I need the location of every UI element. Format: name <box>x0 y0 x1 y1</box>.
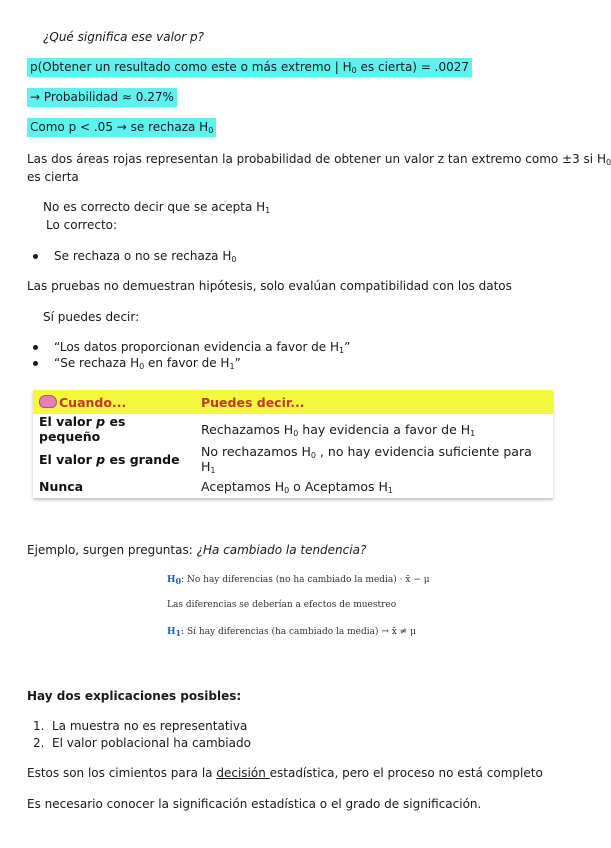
bullet-reject-in-favor: “Se rechaza $H_0$ en favor de $H_1$” <box>33 356 241 370</box>
table-cell-when: Nunca <box>39 478 84 494</box>
example-sentence: Ejemplo, surgen preguntas: ¿Ha cambiado la tendencia? <box>27 543 367 557</box>
table-cell-when: El valor p es pequeño <box>39 414 126 444</box>
bullet-reject: Se rechaza o no se rechaza $H_0$ <box>33 249 236 263</box>
intro-question: ¿Qué significa ese valor p? <box>43 30 204 44</box>
formula-middle: Las diferencias se deberían a efectos de muestreo <box>167 599 397 611</box>
table-row <box>33 444 553 474</box>
tests-sentence: Las pruebas no demuestran hipótesis, solo evalúan compatibilidad con los datos <box>27 279 512 293</box>
correct-label: Lo correcto: <box>46 218 118 232</box>
bullet-icon <box>33 254 38 259</box>
table-row <box>33 474 553 498</box>
highlight-probability-statement: p(Obtener un resultado como este o más extremo | $H_0$ es cierta) = .0027 <box>27 60 472 74</box>
final-sentence: Es necesario conocer la significación estadística o el grado de significación. <box>27 797 482 811</box>
formula-h0: $H_0$: No hay diferencias (no ha cambiado la media) · x̄ − μ <box>167 574 430 587</box>
list-item: 2. El valor poblacional ha cambiado <box>33 736 251 750</box>
highlight-probability-percent: → Probabilidad ≈ 0.27% <box>27 90 177 104</box>
not-correct-statement: No es correcto decir que se acepta $H_1$ <box>43 200 271 215</box>
bullet-evidence-h1: “Los datos proporcionan evidencia a favor de $H_1$” <box>33 340 350 354</box>
bullet-icon <box>33 345 38 350</box>
table-cell-say: Rechazamos $H_0$ hay evidencia a favor de $H_1$ <box>201 421 476 438</box>
table-cell-say: No rechazamos $H_0$ , no hay evidencia suficiente para $H_1$ <box>201 444 532 475</box>
red-areas-line-1: Las dos áreas rojas representan la probabilidad de obtener un valor z tan extremo como ±3 si $H_0$ <box>27 152 611 167</box>
can-say-label: Sí puedes decir: <box>43 310 140 324</box>
table-row <box>33 414 553 444</box>
table-cell-when: El valor p es grande <box>39 451 180 467</box>
red-areas-line-2: es cierta <box>27 170 79 184</box>
highlight-reject-h0: Como p < .05 → se rechaza $H_0$ <box>27 120 216 134</box>
two-explanations-title: Hay dos explicaciones posibles: <box>27 689 242 703</box>
bullet-icon <box>33 361 38 366</box>
brain-icon <box>39 395 57 408</box>
foundation-sentence: Estos son los cimientos para la decisión estadística, pero el proceso no está completo <box>27 766 543 780</box>
table-header-when: Cuando... <box>33 390 195 414</box>
list-item: 1. La muestra no es representativa <box>33 719 248 733</box>
formula-h1: $H_1$: Sí hay diferencias (ha cambiado la media) → x̄ ≠ μ <box>167 626 416 639</box>
table-cell-say: Aceptamos $H_0$ o Aceptamos $H_1$ <box>201 478 393 495</box>
explanations-list <box>33 719 251 753</box>
table-header-say: Puedes decir... <box>195 390 553 414</box>
decision-table <box>33 390 553 498</box>
table-header-row <box>33 390 553 414</box>
